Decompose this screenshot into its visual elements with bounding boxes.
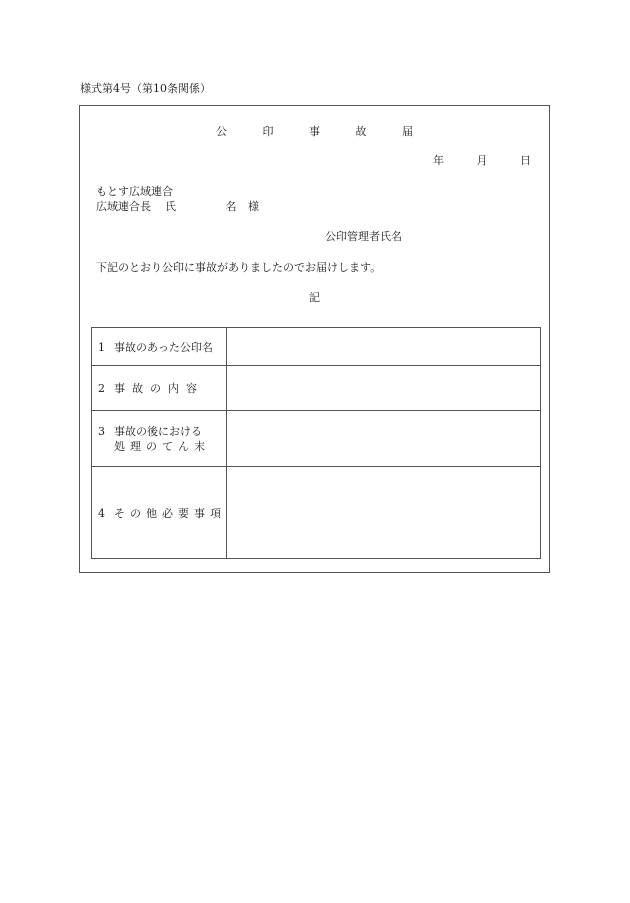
row-label-text-2: 処理のてん末: [114, 439, 210, 453]
row-label: [92, 467, 227, 559]
table-row: [92, 411, 541, 467]
title-char: 印: [262, 125, 274, 138]
row-label: [92, 366, 227, 411]
addressee-shi: 氏: [165, 200, 176, 213]
title-char: 届: [402, 125, 413, 138]
form-number: 様式第4号（第10条関係）: [80, 82, 211, 95]
date-day: 日: [520, 154, 531, 167]
row-label: [92, 328, 227, 366]
addressee-honorific: [155, 200, 166, 213]
details-table: [91, 327, 541, 559]
row-label-text: その他必要事項: [114, 506, 226, 520]
addressee-organization: もとす広域連合: [96, 185, 173, 198]
title-char: 故: [355, 125, 367, 138]
row-value-cell[interactable]: [227, 328, 541, 366]
row-label-text: 事故のあった公印名: [114, 340, 213, 354]
form-title: [80, 123, 549, 139]
addressee-sama: 様: [248, 200, 259, 213]
row-number: 4: [98, 506, 105, 520]
date-line: [404, 152, 531, 168]
table-row: [92, 467, 541, 559]
date-year: 年: [433, 154, 444, 167]
addressee-name: 名: [225, 200, 237, 213]
statement-text: 下記のとおり公印に事故がありましたのでお届けします。: [96, 261, 382, 274]
ki-heading: 記: [309, 291, 320, 304]
row-number: 1: [98, 340, 105, 354]
row-value-cell[interactable]: [227, 411, 541, 467]
table-row: [92, 366, 541, 411]
row-label-text: 事故の後における: [114, 424, 202, 438]
addressee-title: 広域連合長: [96, 200, 151, 213]
applicant-name-label: 公印管理者氏名: [325, 230, 402, 243]
title-char: 事: [309, 125, 320, 138]
table-row: [92, 328, 541, 366]
addressee-name-line: [96, 198, 259, 214]
row-label: [92, 411, 227, 467]
row-value-cell[interactable]: [227, 467, 541, 559]
row-value-cell[interactable]: [227, 366, 541, 411]
title-char: 公: [216, 125, 227, 138]
form-frame: [79, 105, 550, 573]
row-number: 2: [98, 382, 105, 395]
row-number: 3: [98, 424, 105, 438]
row-label-text: 事故の内容: [114, 382, 204, 395]
date-month: 月: [476, 154, 488, 167]
